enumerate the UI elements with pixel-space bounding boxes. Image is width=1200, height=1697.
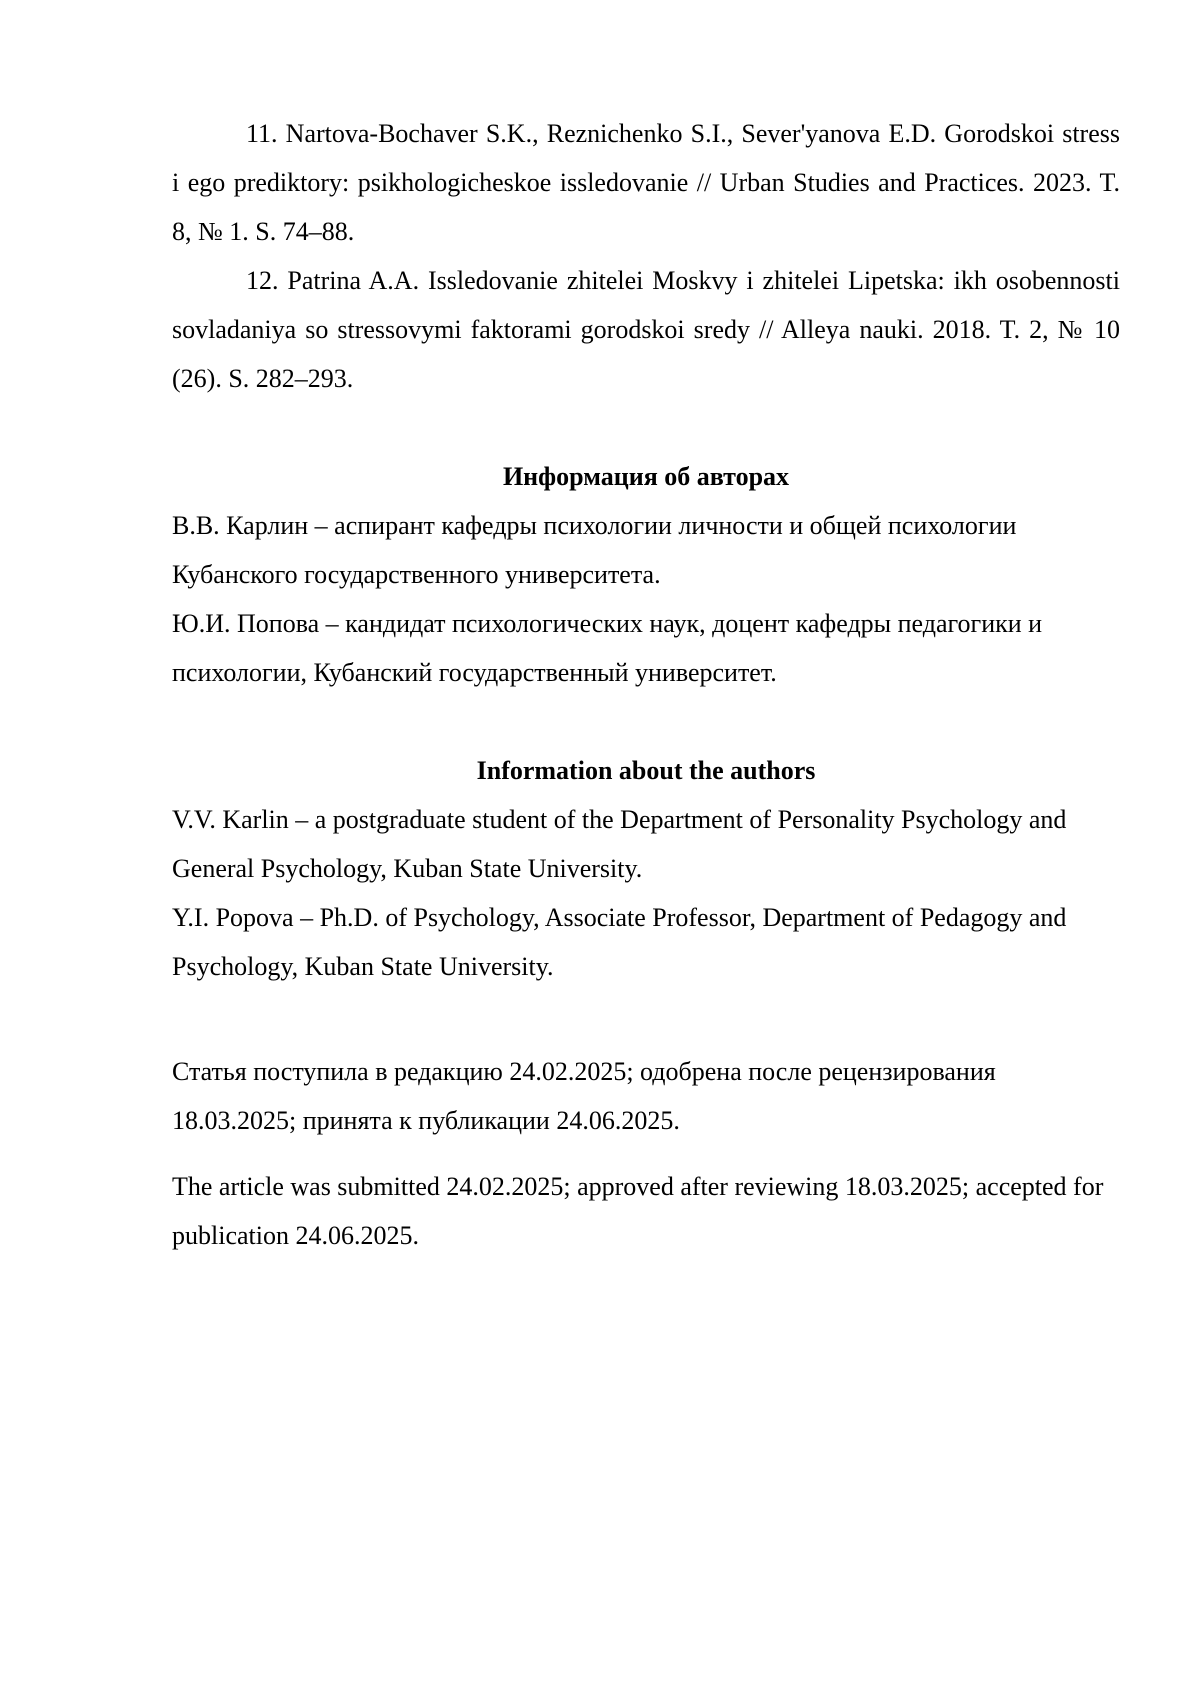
- spacer: [172, 991, 1120, 1047]
- spacer: [172, 403, 1120, 452]
- author-info-ru-karlin: В.В. Карлин – аспирант кафедры психологии личности и общей психологии Кубанского государственного университета.: [172, 501, 1120, 599]
- authors-heading-ru: Информация об авторах: [172, 452, 1120, 501]
- author-info-en-popova: Y.I. Popova – Ph.D. of Psychology, Associate Professor, Department of Pedagogy and Psychology, Kuban State University.: [172, 893, 1120, 991]
- document-page: [172, 109, 1120, 1260]
- spacer: [172, 697, 1120, 746]
- reference-12: 12. Patrina A.A. Issledovanie zhitelei Moskvy i zhitelei Lipetska: ikh osobennosti sovladaniya so stressovymi faktorami gorodskoi sredy // Alleya nauki. 2018. T. 2, № 10 (26). S. 282–293.: [172, 256, 1120, 403]
- reference-11: 11. Nartova-Bochaver S.K., Reznichenko S.I., Sever'yanova E.D. Gorodskoi stress i ego prediktory: psikhologicheskoe issledovanie // Urban Studies and Practices. 2023. T. 8, № 1. S. 74–88.: [172, 109, 1120, 256]
- article-dates-en: The article was submitted 24.02.2025; approved after reviewing 18.03.2025; accepted for publication 24.06.2025.: [172, 1162, 1120, 1260]
- article-dates-ru: Статья поступила в редакцию 24.02.2025; одобрена после рецензирования 18.03.2025; принята к публикации 24.06.2025.: [172, 1047, 1120, 1145]
- author-info-ru-popova: Ю.И. Попова – кандидат психологических наук, доцент кафедры педагогики и психологии, Кубанский государственный университет.: [172, 599, 1120, 697]
- author-info-en-karlin: V.V. Karlin – a postgraduate student of the Department of Personality Psychology and General Psychology, Kuban State University.: [172, 795, 1120, 893]
- spacer: [172, 1145, 1120, 1162]
- authors-heading-en: Information about the authors: [172, 746, 1120, 795]
